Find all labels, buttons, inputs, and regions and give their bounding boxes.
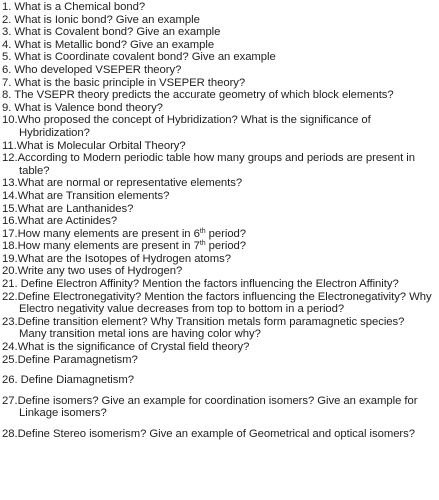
question-number: 6. bbox=[2, 63, 12, 76]
question-item bbox=[2, 152, 434, 177]
question-number: 21. bbox=[2, 278, 18, 291]
question-text: How many elements are present in 7 bbox=[17, 240, 200, 253]
question-item bbox=[2, 228, 434, 241]
question-number: 27. bbox=[2, 394, 18, 407]
question-text: What is the basic principle in VSEPER theory? bbox=[14, 76, 246, 89]
question-text: What is Covalent bond? Give an example bbox=[14, 26, 221, 39]
question-item bbox=[2, 253, 434, 266]
question-text: Who developed VSEPER theory? bbox=[14, 63, 182, 76]
question-text: Define transition element? Why Transition metals form paramagnetic species? Many transition metal ions are having color why? bbox=[17, 315, 405, 341]
question-number: 13. bbox=[2, 177, 18, 190]
question-text-end: period? bbox=[205, 227, 247, 240]
question-number: 18. bbox=[2, 240, 18, 253]
question-number: 1. bbox=[2, 1, 12, 13]
question-item bbox=[2, 395, 434, 420]
question-number: 17. bbox=[2, 227, 18, 240]
question-text: Write any two uses of Hydrogen? bbox=[17, 265, 183, 278]
question-text: According to Modern periodic table how many groups and periods are present in table? bbox=[17, 152, 415, 177]
question-item bbox=[2, 51, 434, 64]
question-item bbox=[2, 278, 434, 291]
question-text: Define Paramagnetism? bbox=[17, 353, 138, 366]
question-text: What is Valence bond theory? bbox=[14, 101, 163, 114]
question-number: 4. bbox=[2, 38, 12, 51]
ordinal-suffix: th bbox=[199, 227, 206, 235]
question-item bbox=[2, 291, 434, 316]
question-number: 10. bbox=[2, 114, 18, 127]
question-item bbox=[2, 177, 434, 190]
question-number: 16. bbox=[2, 215, 18, 228]
question-text: The VSEPR theory predicts the accurate geometry of which block elements? bbox=[14, 89, 394, 102]
question-text: What are normal or representative elements? bbox=[17, 177, 243, 190]
question-item bbox=[2, 316, 434, 341]
question-item bbox=[2, 203, 434, 216]
question-number: 5. bbox=[2, 51, 12, 64]
question-item bbox=[2, 215, 434, 228]
question-text-end: period? bbox=[205, 240, 247, 253]
question-item bbox=[2, 240, 434, 253]
question-number: 8. bbox=[2, 89, 12, 102]
question-number: 23. bbox=[2, 315, 18, 328]
question-number: 2. bbox=[2, 13, 12, 26]
ordinal-suffix: th bbox=[199, 240, 206, 248]
question-number: 22. bbox=[2, 290, 18, 303]
question-number: 26. bbox=[2, 374, 18, 387]
question-item bbox=[2, 114, 434, 139]
question-item bbox=[2, 64, 434, 77]
question-text: What is a Chemical bond? bbox=[14, 1, 146, 13]
question-text: How many elements are present in 6 bbox=[17, 227, 200, 240]
question-item bbox=[2, 77, 434, 90]
question-number: 3. bbox=[2, 26, 12, 39]
question-item bbox=[2, 354, 434, 367]
question-text: Define Electronegativity? Mention the factors influencing the Electronegativity? Why Electro negativity value decreases from top to bottom in a period? bbox=[17, 290, 432, 316]
question-number: 20. bbox=[2, 265, 18, 278]
question-item bbox=[2, 1, 434, 14]
question-number: 7. bbox=[2, 76, 12, 89]
question-text: What is the significance of Crystal field theory? bbox=[17, 341, 250, 354]
question-number: 25. bbox=[2, 353, 18, 366]
question-text: Who proposed the concept of Hybridization? What is the significance of Hybridization? bbox=[17, 114, 371, 139]
question-text: Define isomers? Give an example for coordination isomers? Give an example for Linkage isomers? bbox=[17, 394, 418, 420]
question-text: What are Transition elements? bbox=[17, 189, 170, 202]
question-number: 24. bbox=[2, 341, 18, 354]
question-item bbox=[2, 428, 434, 441]
question-number: 19. bbox=[2, 252, 18, 265]
question-item bbox=[2, 374, 434, 387]
question-number: 11. bbox=[2, 139, 17, 152]
question-number: 14. bbox=[2, 189, 18, 202]
question-text: What are Lanthanides? bbox=[17, 202, 134, 215]
question-text: What is Ionic bond? Give an example bbox=[14, 13, 200, 26]
question-number: 15. bbox=[2, 202, 18, 215]
question-text: Define Stereo isomerism? Give an example of Geometrical and optical isomers? bbox=[17, 428, 415, 440]
question-item bbox=[2, 102, 434, 115]
question-item bbox=[2, 265, 434, 278]
question-item bbox=[2, 341, 434, 354]
question-text: Define Diamagnetism? bbox=[20, 374, 134, 387]
question-text: What is Coordinate covalent bond? Give an example bbox=[14, 51, 276, 64]
question-text: What are the Isotopes of Hydrogen atoms? bbox=[17, 252, 231, 265]
question-item bbox=[2, 89, 434, 102]
question-number: 12. bbox=[2, 152, 18, 165]
question-number: 28. bbox=[2, 428, 18, 440]
question-list bbox=[2, 1, 434, 441]
question-text: What is Molecular Orbital Theory? bbox=[16, 139, 186, 152]
question-item bbox=[2, 26, 434, 39]
question-number: 9. bbox=[2, 101, 12, 114]
question-item bbox=[2, 14, 434, 27]
question-text: What is Metallic bond? Give an example bbox=[14, 38, 215, 51]
question-item bbox=[2, 39, 434, 52]
question-text: Define Electron Affinity? Mention the factors influencing the Electron Affinity? bbox=[20, 278, 399, 291]
question-item bbox=[2, 190, 434, 203]
question-text: What are Actinides? bbox=[17, 215, 118, 228]
question-item bbox=[2, 140, 434, 153]
